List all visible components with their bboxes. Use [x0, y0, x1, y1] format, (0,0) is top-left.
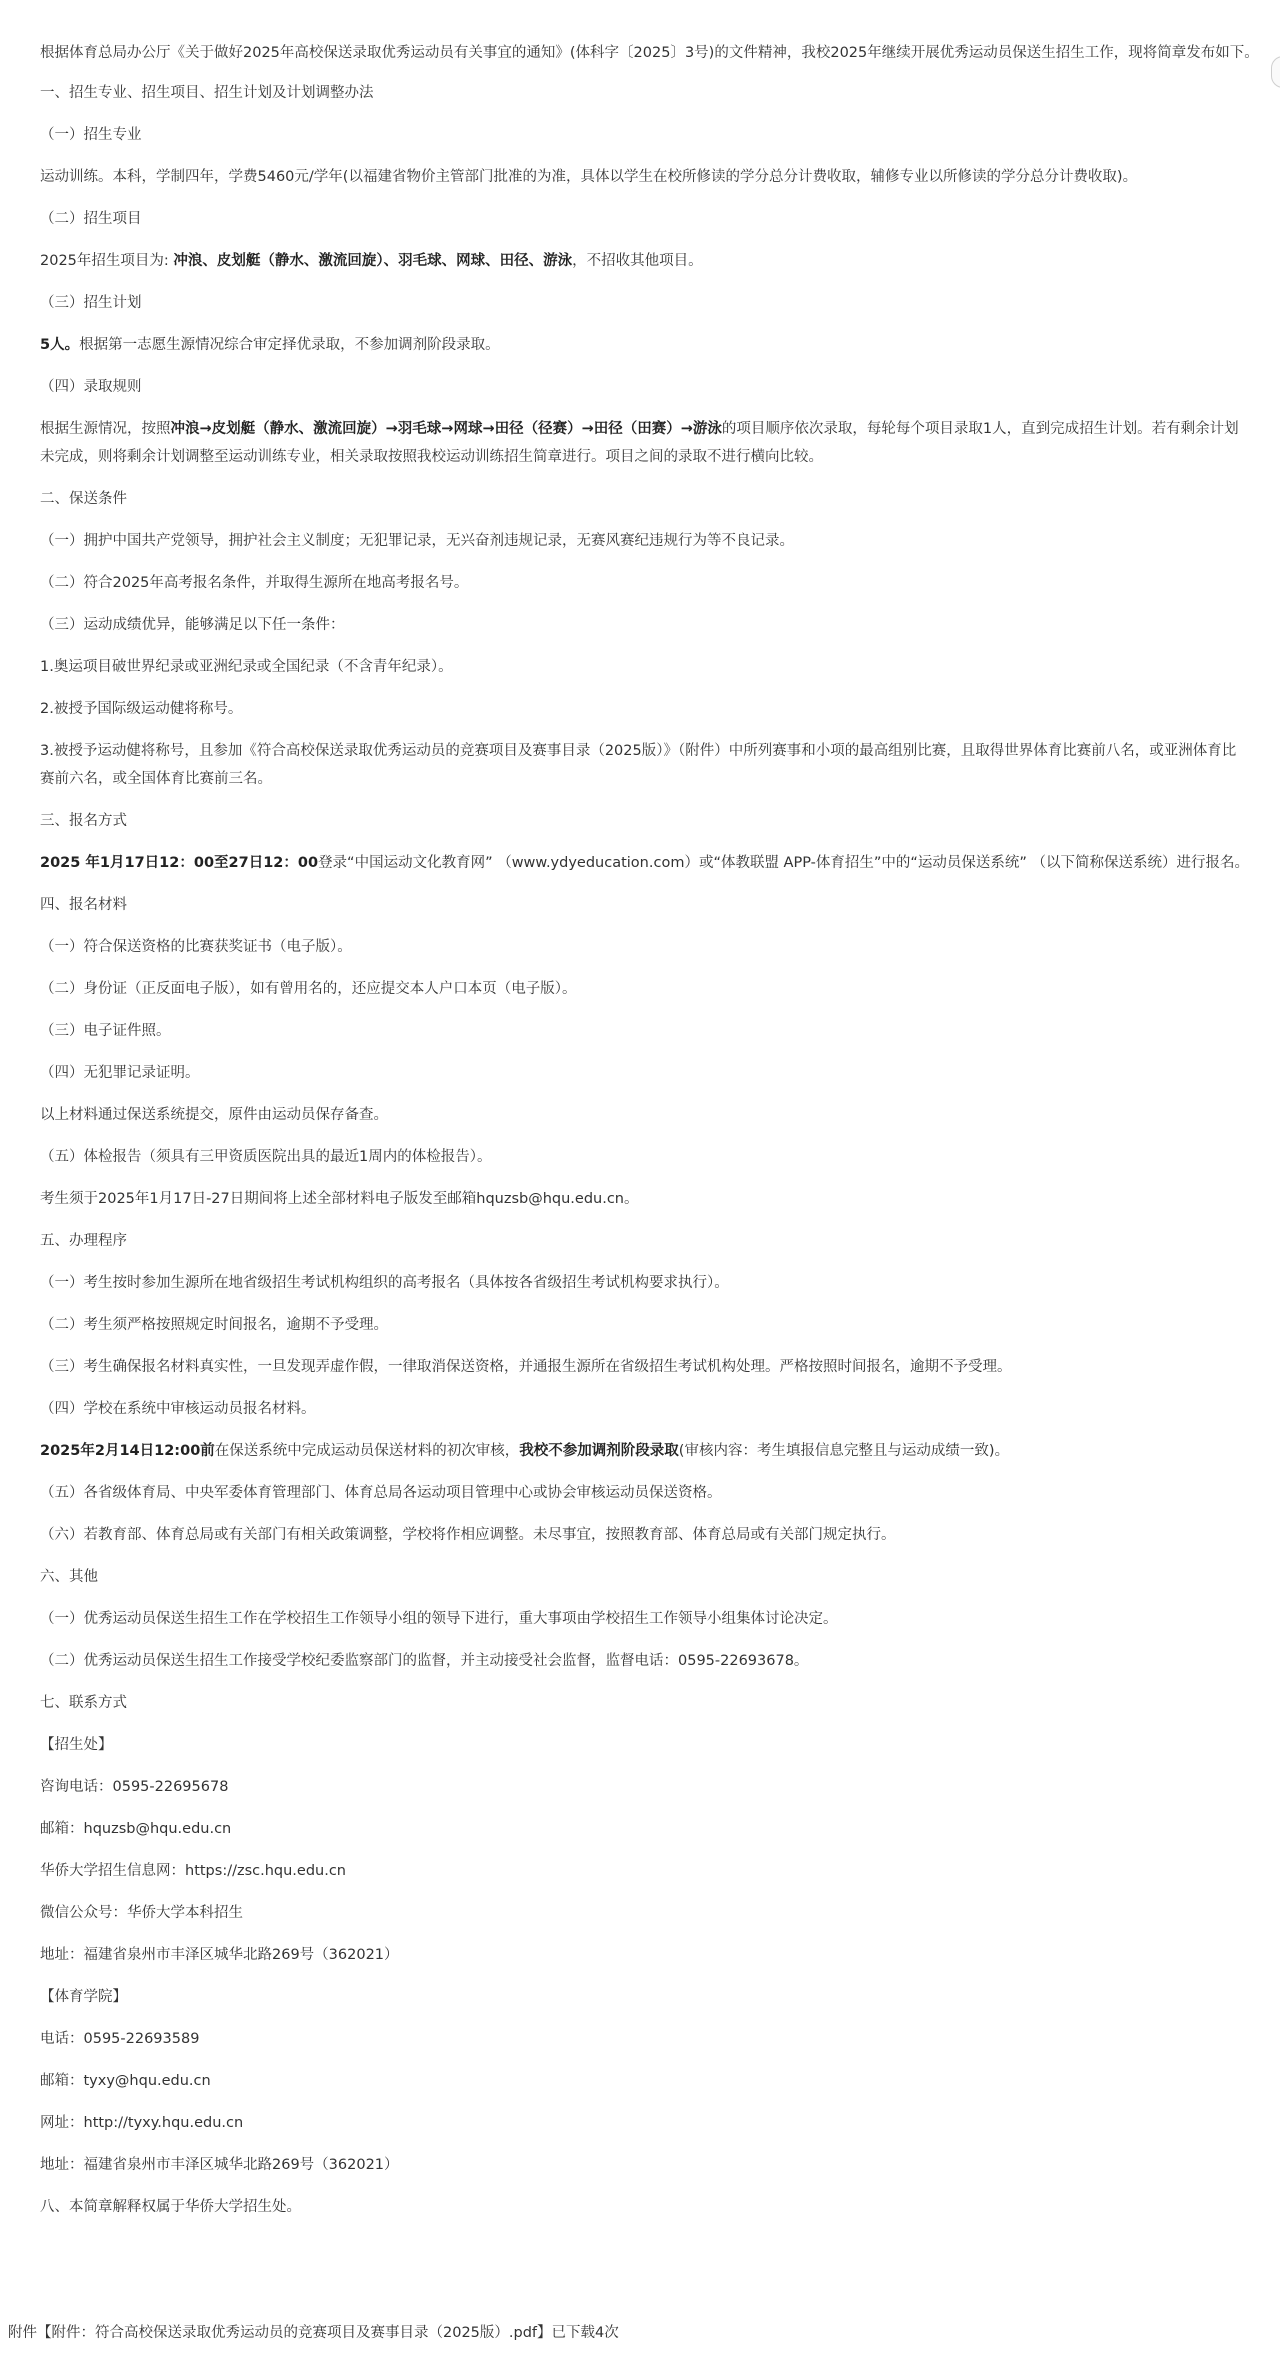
material-4: （四）无犯罪记录证明。 — [40, 1065, 200, 1081]
material-3: （三）电子证件照。 — [40, 1023, 171, 1039]
rules-text-a: 根据生源情况，按照 — [40, 421, 171, 437]
major-paragraph: 运动训练。本科，学制四年，学费5460元/学年(以福建省物价主管部门批准的为准，具体以学生在校所修读的学分总分计费收取，辅修专业以所修读的学分总分计费收取)。 — [40, 169, 1138, 185]
admissions-address: 地址：福建省泉州市丰泽区城华北路269号（362021） — [40, 1947, 399, 1963]
sports-college-website: 网址：http://tyxy.hqu.edu.cn — [40, 2115, 244, 2131]
procedure-3: （三）考生确保报名材料真实性，一旦发现弄虚作假，一律取消保送资格，并通报生源所在省级招生考试机构处理。严格按照时间报名，逾期不予受理。 — [40, 1359, 1012, 1375]
condition-3-3-line1: 3.被授予运动健将称号，且参加《符合高校保送录取优秀运动员的竞赛项目及赛事目录（2025版）》（附件）中所列赛事和小项的最高组别比赛，且取得世界体育比赛前八名，或亚洲体育比 — [40, 743, 1237, 759]
plan-paragraph — [40, 332, 500, 358]
review-deadline: 2025年2月14日12:00前 — [40, 1443, 215, 1459]
admissions-wechat: 微信公众号：华侨大学本科招生 — [40, 1905, 243, 1921]
condition-3-1: 1.奥运项目破世界纪录或亚洲纪录或全国纪录（不含青年纪录）。 — [40, 659, 453, 675]
section-heading-2: 二、保送条件 — [40, 491, 127, 507]
section-heading-7: 七、联系方式 — [40, 1695, 127, 1711]
condition-1: （一）拥护中国共产党领导，拥护社会主义制度；无犯罪记录，无兴奋剂违规记录，无赛风赛纪违规行为等不良记录。 — [40, 533, 794, 549]
registration-time: 2025 年1月17日12：00至27日12：00 — [40, 855, 319, 871]
side-scroll-handle[interactable] — [1271, 56, 1280, 88]
attachment-prefix: 附件 — [8, 2325, 37, 2341]
rules-paragraph-line1 — [40, 416, 1239, 442]
condition-3: （三）运动成绩优异，能够满足以下任一条件： — [40, 617, 345, 633]
section-heading-5: 五、办理程序 — [40, 1233, 127, 1249]
other-1: （一）优秀运动员保送生招生工作在学校招生工作领导小组的领导下进行，重大事项由学校招生工作领导小组集体讨论决定。 — [40, 1611, 838, 1627]
material-email-note: 考生须于2025年1月17日-27日期间将上述全部材料电子版发至邮箱hquzsb@hqu.edu.cn。 — [40, 1191, 639, 1207]
admissions-website: 华侨大学招生信息网：https://zsc.hqu.edu.cn — [40, 1863, 347, 1879]
material-2: （二）身份证（正反面电子版），如有曾用名的，还应提交本人户口本页（电子版）。 — [40, 981, 577, 997]
attachment-row — [8, 2320, 619, 2346]
section-heading-4: 四、报名材料 — [40, 897, 127, 913]
review-content: (审核内容：考生填报信息完整且与运动成绩一致)。 — [678, 1443, 1010, 1459]
items-paragraph — [40, 248, 703, 274]
plan-text: 根据第一志愿生源情况综合审定择优录取，不参加调剂阶段录取。 — [79, 337, 500, 353]
rules-order: 冲浪→皮划艇（静水、激流回旋）→羽毛球→网球→田径（径赛）→田径（田赛）→游泳 — [170, 421, 722, 437]
items-prefix: 2025年招生项目为: — [40, 253, 174, 269]
condition-3-3-line2: 赛前六名，或全国体育比赛前三名。 — [40, 771, 272, 787]
registration-paragraph — [40, 850, 1249, 876]
admissions-email: 邮箱：hquzsb@hqu.edu.cn — [40, 1821, 232, 1837]
sports-college-email: 邮箱：tyxy@hqu.edu.cn — [40, 2073, 211, 2089]
section-heading-8: 八、本简章解释权属于华侨大学招生处。 — [40, 2199, 301, 2215]
sub-heading-items: （二）招生项目 — [40, 211, 142, 227]
registration-text: 登录“中国运动文化教育网” （www.ydyeducation.com）或“体教联盟 APP-体育招生”中的“运动员保送系统” （以下简称保送系统）进行报名。 — [318, 855, 1250, 871]
review-no-adjust: 我校不参加调剂阶段录取 — [519, 1443, 679, 1459]
procedure-1: （一）考生按时参加生源所在地省级招生考试机构组织的高考报名（具体按各省级招生考试机构要求执行）。 — [40, 1275, 729, 1291]
section-heading-3: 三、报名方式 — [40, 813, 127, 829]
procedure-2: （二）考生须严格按照规定时间报名，逾期不予受理。 — [40, 1317, 388, 1333]
material-note: 以上材料通过保送系统提交，原件由运动员保存备查。 — [40, 1107, 388, 1123]
admissions-office-label: 【招生处】 — [40, 1737, 113, 1753]
items-list: 冲浪、皮划艇（静水、激流回旋）、羽毛球、网球、田径、游泳 — [173, 253, 573, 269]
rules-text-c: 的项目顺序依次录取，每轮每个项目录取1人，直到完成招生计划。若有剩余计划 — [721, 421, 1239, 437]
other-2: （二）优秀运动员保送生招生工作接受学校纪委监察部门的监督，并主动接受社会监督，监督电话：0595-22693678。 — [40, 1653, 809, 1669]
section-heading-1: 一、招生专业、招生项目、招生计划及计划调整办法 — [40, 85, 374, 101]
sub-heading-major: （一）招生专业 — [40, 127, 142, 143]
review-paragraph — [40, 1438, 1009, 1464]
procedure-4: （四）学校在系统中审核运动员报名材料。 — [40, 1401, 316, 1417]
procedure-6: （六）若教育部、体育总局或有关部门有相关政策调整，学校将作相应调整。未尽事宜，按照教育部、体育总局或有关部门规定执行。 — [40, 1527, 896, 1543]
intro-paragraph: 根据体育总局办公厅《关于做好2025年高校保送录取优秀运动员有关事宜的通知》(体科字〔2025〕3号)的文件精神，我校2025年继续开展优秀运动员保送生招生工作，现将简章发布如下。 — [40, 45, 1259, 61]
attachment-download-count: 已下载4次 — [551, 2325, 619, 2341]
review-text: 在保送系统中完成运动员保送材料的初次审核， — [214, 1443, 520, 1459]
procedure-5: （五）各省级体育局、中央军委体育管理部门、体育总局各运动项目管理中心或协会审核运动员保送资格。 — [40, 1485, 722, 1501]
sports-college-label: 【体育学院】 — [40, 1989, 127, 2005]
sports-college-phone: 电话：0595-22693589 — [40, 2031, 200, 2047]
sports-college-address: 地址：福建省泉州市丰泽区城华北路269号（362021） — [40, 2157, 399, 2173]
condition-2: （二）符合2025年高考报名条件，并取得生源所在地高考报名号。 — [40, 575, 469, 591]
condition-3-2: 2.被授予国际级运动健将称号。 — [40, 701, 243, 717]
items-suffix: ，不招收其他项目。 — [572, 253, 703, 269]
sub-heading-plan: （三）招生计划 — [40, 295, 142, 311]
plan-count: 5人。 — [40, 337, 80, 353]
admissions-phone: 咨询电话：0595-22695678 — [40, 1779, 229, 1795]
section-heading-6: 六、其他 — [40, 1569, 98, 1585]
rules-paragraph-line2: 未完成，则将剩余计划调整至运动训练专业，相关录取按照我校运动训练招生简章进行。项目之间的录取不进行横向比较。 — [40, 449, 823, 465]
material-1: （一）符合保送资格的比赛获奖证书（电子版）。 — [40, 939, 352, 955]
sub-heading-rules: （四）录取规则 — [40, 379, 142, 395]
attachment-link[interactable]: 【附件：符合高校保送录取优秀运动员的竞赛项目及赛事目录（2025版）.pdf】 — [37, 2325, 552, 2341]
material-5: （五）体检报告（须具有三甲资质医院出具的最近1周内的体检报告）。 — [40, 1149, 492, 1165]
